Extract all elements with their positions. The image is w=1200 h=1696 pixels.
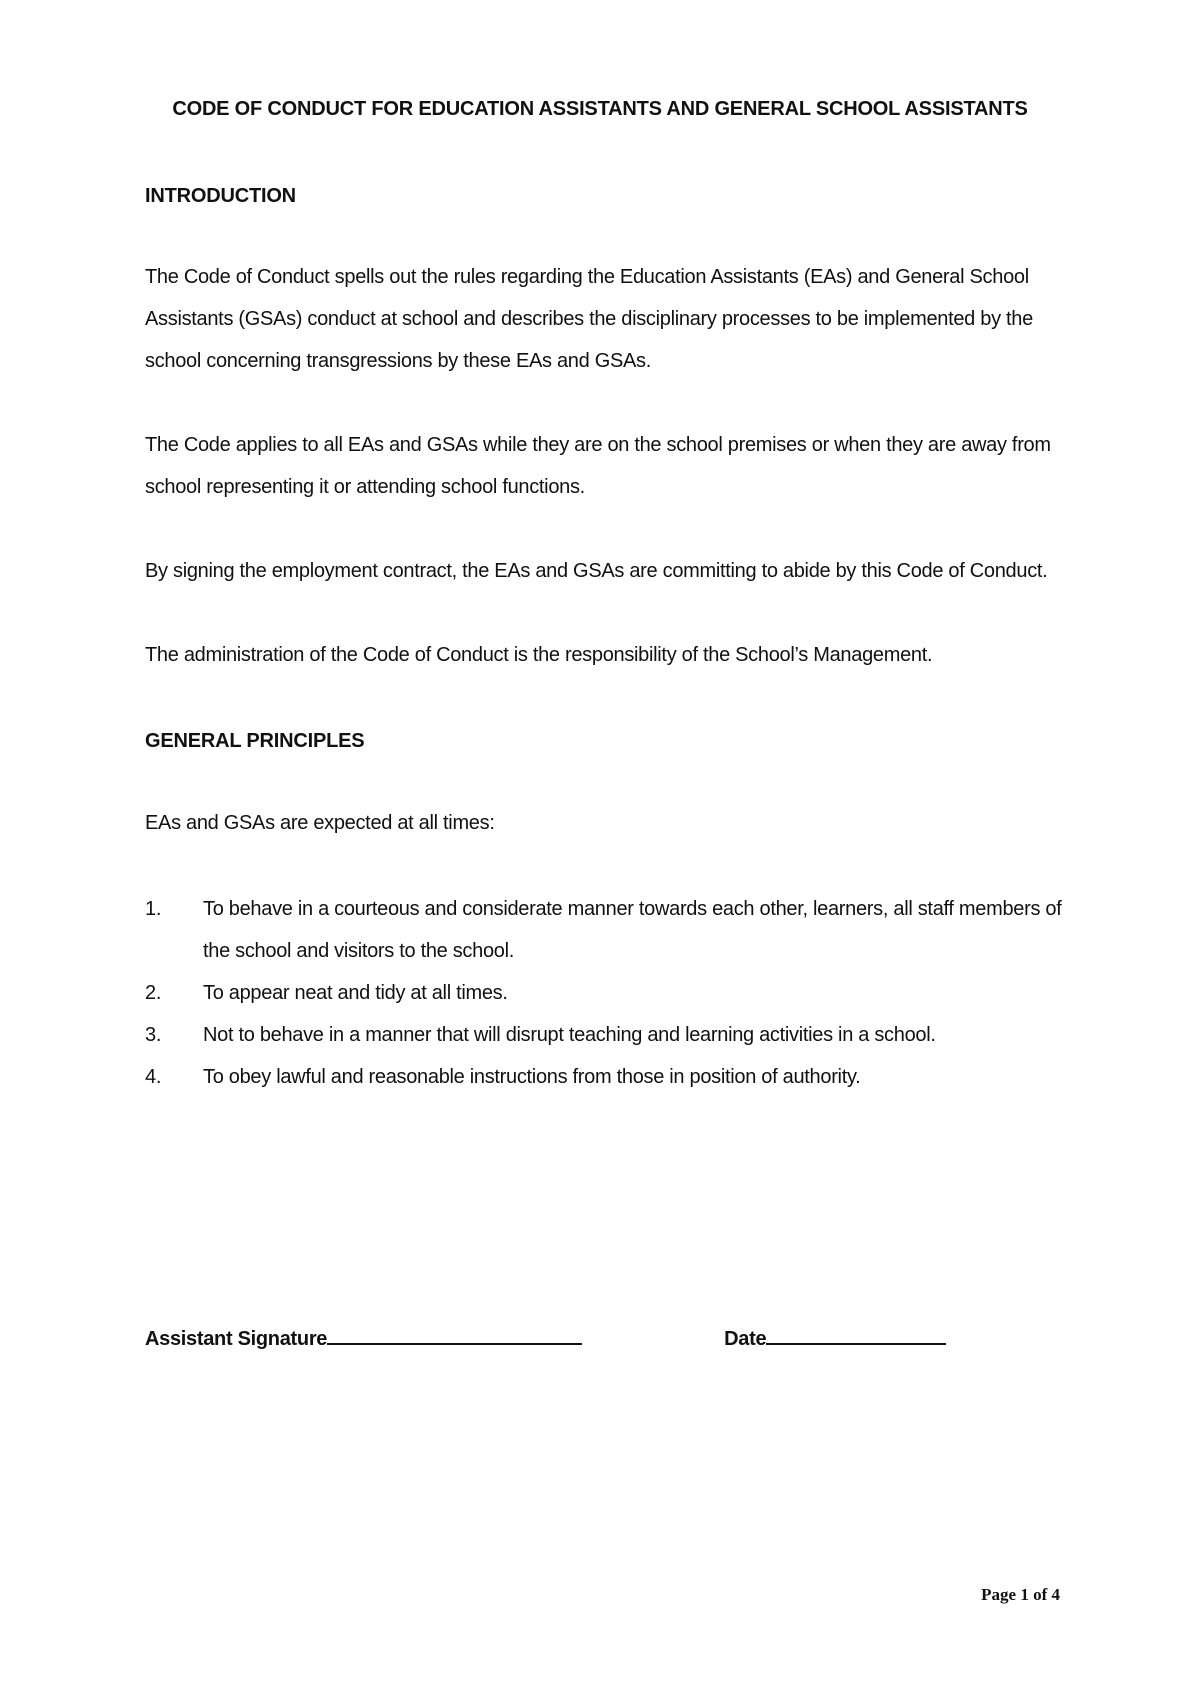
signature-row: [145, 1325, 946, 1351]
list-item: [145, 1056, 1067, 1098]
list-item-number: 2.: [145, 982, 162, 1004]
list-item: [145, 1014, 1067, 1056]
date-label: Date: [724, 1328, 767, 1350]
list-item-number: 1.: [145, 898, 162, 920]
assistant-signature-label: Assistant Signature: [145, 1328, 328, 1350]
list-item-text: Not to behave in a manner that will disrupt teaching and learning activities in a school.: [203, 1024, 936, 1046]
page-number: Page 1 of 4: [981, 1585, 1060, 1604]
document-title: CODE OF CONDUCT FOR EDUCATION ASSISTANTS AND GENERAL SCHOOL ASSISTANTS: [172, 98, 1028, 120]
list-item-text: To obey lawful and reasonable instructions from those in position of authority.: [203, 1066, 861, 1088]
list-item-text: To behave in a courteous and considerate manner towards each other, learners, all staff members of the school and visitors to the school.: [203, 898, 1062, 962]
principles-intro: EAs and GSAs are expected at all times:: [145, 812, 495, 834]
intro-paragraph-1: The Code of Conduct spells out the rules regarding the Education Assistants (EAs) and General School Assistants (GSAs) conduct at school and describes the disciplinary processes to be implemented by the school concerning transgressions by these EAs and GSAs.: [145, 266, 1033, 372]
date-line[interactable]: [766, 1325, 946, 1345]
assistant-signature-line[interactable]: [327, 1325, 582, 1345]
list-item-text: To appear neat and tidy at all times.: [203, 982, 508, 1004]
principles-list: [145, 888, 1067, 1098]
list-item-number: 4.: [145, 1066, 162, 1088]
general-principles-heading: GENERAL PRINCIPLES: [145, 730, 365, 752]
introduction-heading: INTRODUCTION: [145, 185, 296, 207]
list-item: [145, 888, 1067, 972]
intro-paragraph-2: The Code applies to all EAs and GSAs while they are on the school premises or when they are away from school representing it or attending school functions.: [145, 434, 1051, 498]
intro-paragraph-4: The administration of the Code of Conduct is the responsibility of the School’s Management.: [145, 644, 933, 666]
list-item-number: 3.: [145, 1024, 162, 1046]
list-item: [145, 972, 1067, 1014]
intro-paragraph-3: By signing the employment contract, the EAs and GSAs are committing to abide by this Code of Conduct.: [145, 560, 1048, 582]
